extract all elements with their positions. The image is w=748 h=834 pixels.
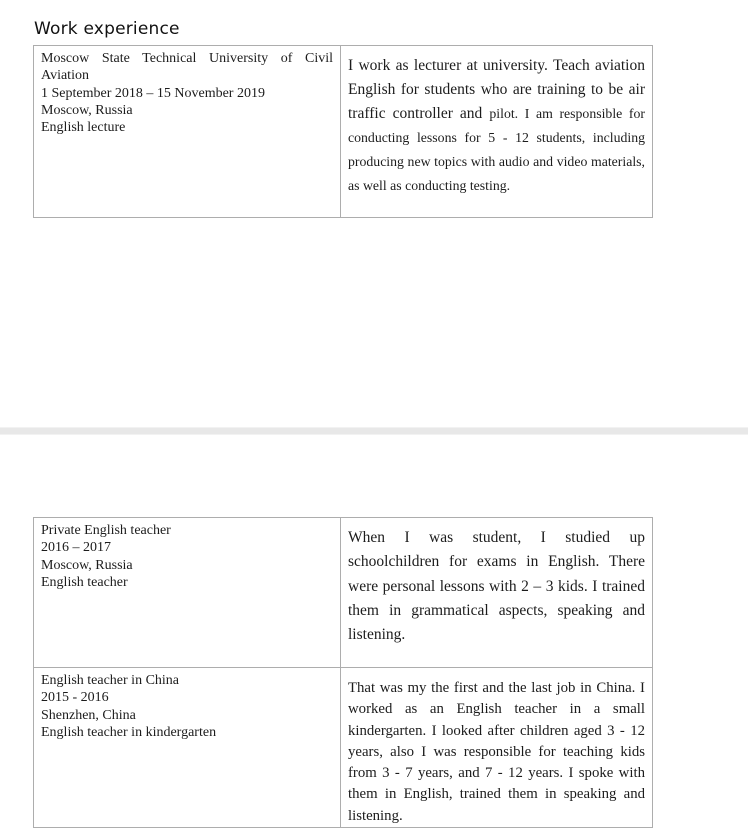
description-paragraph[interactable]: When I was student, I studied up schoolchildren for exams in English. There were personal lessons with 2 – 3 kids. I trained them in grammatical aspects, speaking and listening. (348, 529, 645, 644)
description-segment-large[interactable]: I work as lecturer at university. Teach aviation English for students who are training to be air traffic controller and (348, 57, 645, 122)
date-range[interactable]: 2015 - 2016 (41, 690, 109, 706)
location[interactable]: Shenzhen, China (41, 707, 136, 723)
employer-cell[interactable] (34, 668, 341, 827)
description-paragraph[interactable]: That was my the first and the last job in China. I worked as an English teacher in a small kindergarten. I looked after children aged 3 - 12 years, also I was responsible for teaching kids from 3 - 7 years, and 7 - 12 years. I spoke with them in English, trained them in speaking and listening. (348, 680, 645, 824)
date-range[interactable]: 2016 – 2017 (41, 540, 111, 556)
job-title[interactable]: English lecture (41, 120, 126, 136)
location[interactable]: Moscow, Russia (41, 557, 133, 573)
employer-cell[interactable] (34, 46, 341, 217)
table-row (34, 518, 652, 668)
location[interactable]: Moscow, Russia (41, 102, 133, 118)
employer-cell[interactable] (34, 518, 341, 667)
table-row (34, 46, 652, 217)
description-paragraph[interactable] (348, 53, 645, 198)
job-title[interactable]: English teacher in kindergarten (41, 724, 217, 740)
description-cell[interactable] (341, 668, 652, 827)
work-experience-heading[interactable]: Work experience (34, 19, 180, 39)
employer-name[interactable]: Private English teacher (41, 523, 171, 538)
employer-name[interactable]: Moscow State Technical University of Civil Aviation (41, 51, 333, 84)
description-cell[interactable] (341, 518, 652, 667)
work-experience-table-page2 (33, 517, 653, 828)
table-row (34, 668, 652, 827)
work-experience-table-page1 (33, 45, 653, 218)
employer-name[interactable]: English teacher in China (41, 673, 180, 688)
date-range[interactable]: 1 September 2018 – 15 November 2019 (41, 85, 265, 101)
description-segment-small[interactable]: pilot. I am responsible for conducting lessons for 5 - 12 students, including producing new topics with audio and video materials, as well as conducting testing. (348, 106, 646, 193)
page-break (0, 427, 748, 435)
job-title[interactable]: English teacher (41, 574, 128, 590)
description-cell[interactable] (341, 46, 652, 217)
document-page-2 (0, 435, 748, 834)
